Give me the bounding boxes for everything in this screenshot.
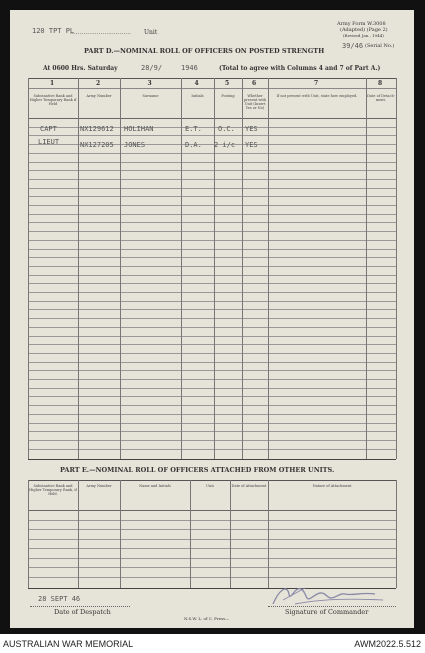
ruled-row-line: [28, 379, 396, 380]
printer-note: N.S.W. L. of C. Press—: [184, 616, 230, 621]
army-form-adapted: (Adapted) (Page 2): [340, 27, 388, 33]
column-header: Nature of Attachment: [312, 484, 352, 488]
ruled-row-line: [28, 405, 396, 406]
footer-accession-number: AWM2022.5.512: [354, 639, 421, 649]
signature-label: Signature of Commander: [285, 608, 369, 616]
ruled-row-line: [28, 214, 396, 215]
signature-line: [268, 606, 396, 607]
ruled-row-line: [28, 327, 396, 328]
ruled-row-line: [28, 292, 396, 293]
ruled-row-line: [28, 344, 396, 345]
ruled-row-line: [28, 336, 396, 337]
form-sheet: [10, 10, 414, 628]
table-top-border: [28, 480, 396, 481]
initials-cell: E.T.: [185, 125, 202, 133]
serial-value: 39/46: [342, 42, 364, 50]
column-divider: [78, 480, 79, 588]
despatch-date-value: 28 SEPT 46: [38, 595, 81, 603]
initials-cell: D.A.: [185, 141, 202, 149]
surname-cell: JONES: [124, 141, 146, 149]
ruled-row-line: [28, 283, 396, 284]
archive-footer: [0, 634, 425, 653]
column-number: 7: [314, 80, 319, 87]
column-header: Date of Attachment: [231, 484, 267, 488]
column-header: Substantive Rank and Higher Temporary Rank, if Held.: [29, 484, 77, 496]
column-number: 4: [194, 80, 199, 87]
column-header: Posting: [221, 94, 235, 98]
column-divider: [28, 78, 29, 459]
column-divider: [396, 480, 397, 588]
column-header: If not present with Unit, state how employed.: [276, 94, 358, 98]
column-number: 3: [147, 80, 152, 87]
rank-cell: CAPT: [40, 125, 57, 133]
ruled-row-line: [28, 449, 396, 450]
ruled-row-line: [28, 548, 396, 549]
ruled-row-line: [28, 529, 396, 530]
header-bottom-border: [28, 118, 396, 119]
table-bottom-border: [28, 459, 396, 460]
ruled-row-line: [28, 423, 396, 424]
ruled-row-line: [28, 558, 396, 559]
ruled-row-line: [28, 231, 396, 232]
at-suffix: (Total to agree with Columns 4 and 7 of Part A.): [219, 65, 381, 72]
army-form-number: Army Form W.3008: [337, 21, 386, 27]
column-divider: [214, 78, 215, 459]
ruled-row-line: [28, 539, 396, 540]
column-number: 8: [378, 80, 383, 87]
ruled-row-line: [28, 362, 396, 363]
present-cell: YES: [245, 141, 258, 149]
part-e-title: PART E.—NOMINAL ROLL OF OFFICERS ATTACHED FROM OTHER UNITS.: [60, 466, 335, 474]
ruled-row-line: [28, 309, 396, 310]
column-divider: [242, 78, 243, 459]
ruled-row-line: [28, 567, 396, 568]
ruled-row-line: [28, 196, 396, 197]
despatch-label: Date of Despatch: [54, 608, 111, 616]
column-divider: [28, 480, 29, 588]
ruled-row-line: [28, 318, 396, 319]
column-divider: [268, 78, 269, 459]
ruled-row-line: [28, 205, 396, 206]
unit-value: 120 TPT PL: [32, 27, 75, 35]
column-number: 2: [96, 80, 101, 87]
ruled-row-line: [28, 249, 396, 250]
column-header: Substantive Rank and Higher Temporary Rank if Held: [29, 94, 77, 106]
ruled-row-line: [28, 135, 396, 136]
ruled-row-line: [28, 388, 396, 389]
posting-cell: O.C.: [218, 125, 235, 133]
ruled-row-line: [28, 353, 396, 354]
present-cell: YES: [245, 125, 258, 133]
ruled-row-line: [28, 162, 396, 163]
ruled-row-line: [28, 222, 396, 223]
ruled-row-line: [28, 396, 396, 397]
serial-label: (Serial No.): [365, 43, 395, 49]
ruled-row-line: [28, 266, 396, 267]
ruled-row-line: [28, 370, 396, 371]
ruled-row-line: [28, 240, 396, 241]
table-top-border: [28, 78, 396, 79]
at-year: 1946: [181, 64, 198, 72]
column-divider: [78, 78, 79, 459]
ruled-row-line: [28, 577, 396, 578]
column-number-divider: [28, 88, 396, 89]
ruled-row-line: [28, 275, 396, 276]
footer-institution: AUSTRALIAN WAR MEMORIAL: [3, 639, 134, 649]
column-header: Army Number: [86, 484, 112, 488]
column-divider: [120, 480, 121, 588]
column-header: Initials: [191, 94, 204, 98]
column-divider: [366, 78, 367, 459]
at-date: 28/9/: [141, 64, 163, 72]
ruled-row-line: [28, 153, 396, 154]
column-number: 1: [50, 80, 55, 87]
despatch-line: [30, 606, 130, 607]
ruled-row-line: [28, 414, 396, 415]
column-divider: [396, 78, 397, 459]
column-divider: [181, 78, 182, 459]
column-divider: [190, 480, 191, 588]
column-header: Name and Initials: [139, 484, 171, 488]
at-prefix: At 0600 Hrs. Saturday: [43, 65, 118, 72]
header-bottom-border: [28, 510, 396, 511]
ruled-row-line: [28, 520, 396, 521]
column-header: Date of Detach-ment.: [367, 94, 395, 102]
unit-dots: ................................: [70, 29, 132, 36]
column-number: 6: [252, 80, 257, 87]
ruled-row-line: [28, 301, 396, 302]
posting-cell: 2 i/c: [214, 141, 236, 149]
ruled-row-line: [28, 170, 396, 171]
column-divider: [268, 480, 269, 588]
column-divider: [120, 78, 121, 459]
army-number-cell: NX127205: [80, 141, 114, 149]
column-header: Surname: [142, 94, 159, 98]
part-d-title: PART D.—NOMINAL ROLL OF OFFICERS ON POSTED STRENGTH: [84, 47, 325, 55]
column-header: Whether present with Unit (Insert Yes or No): [243, 94, 267, 110]
ruled-row-line: [28, 431, 396, 432]
unit-label: Unit: [144, 29, 158, 36]
ruled-row-line: [28, 188, 396, 189]
ruled-row-line: [28, 440, 396, 441]
column-header: Unit: [206, 484, 214, 488]
column-header: Army Number: [86, 94, 112, 98]
column-divider: [230, 480, 231, 588]
army-form-revised: (Revised Jan., 1944): [343, 33, 384, 38]
ruled-row-line: [28, 257, 396, 258]
ruled-row-line: [28, 179, 396, 180]
column-number: 5: [225, 80, 230, 87]
surname-cell: HOLIHAN: [124, 125, 154, 133]
army-number-cell: NX129612: [80, 125, 114, 133]
rank-cell: LIEUT: [38, 138, 60, 146]
